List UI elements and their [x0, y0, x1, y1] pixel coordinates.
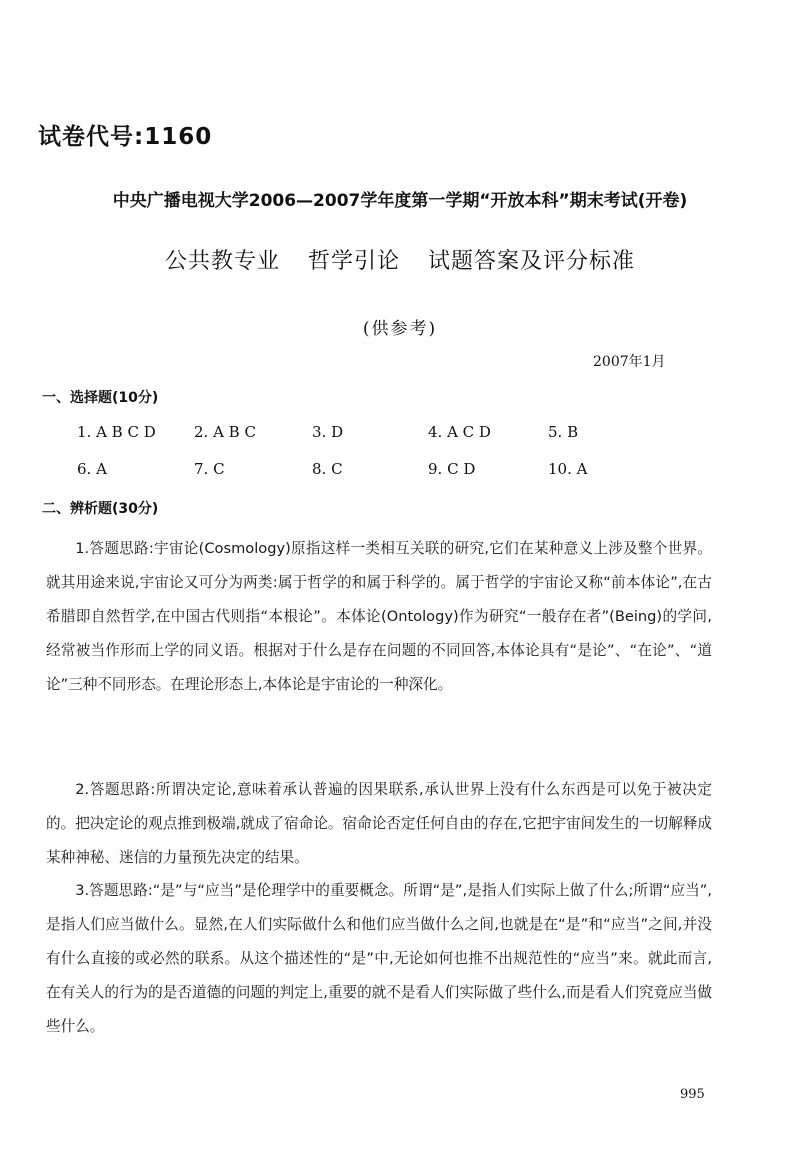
answer-paragraph-1: 1.答题思路:宇宙论(Cosmology)原指这样一类相互关联的研究,它们在某种意义上涉及整个世界。就其用途来说,宇宙论又可分为两类:属于哲学的和属于科学的。属于哲学的宇宙论又称“前本体论”,在古希腊即自然哲学,在中国古代则指“本根论”。本体论(Ontology)作为研究“一般存在者”(Being)的学问,经常被当作形而上学的同义语。根据对于什么是存在问题的不同回答,本体论具有“是论”、“在论”、“道论”三种不同形态。在理论形态上,本体论是宇宙论的一种深化。	[46, 540, 712, 693]
document-subtitle	[0, 244, 800, 275]
answer-item: 6. A	[77, 460, 107, 478]
answer-item: 8. C	[312, 460, 343, 478]
exam-date: 2007年1月	[593, 354, 666, 370]
reference-note: (供参考)	[362, 319, 438, 339]
answer-item: 10. A	[548, 460, 588, 478]
answer-item: 3. D	[312, 423, 344, 441]
section1-heading: 一、选择题(10分)	[42, 390, 159, 406]
answer-item: 7. C	[194, 460, 225, 478]
answer-paragraph-3: 3.答题思路:“是”与“应当”是伦理学中的重要概念。所谓“是”,是指人们实际上做了什么;所谓“应当”,是指人们应当做什么。显然,在人们实际做什么和他们应当做什么之间,也就是在“是”和“应当”之间,并没有什么直接的或必然的联系。从这个描述性的“是”中,无论如何也推不出规范性的“应当”来。就此而言,在有关人的行为的是否道德的问题的判定上,重要的就不是看人们实际做了些什么,而是看人们究竟应当做些什么。	[46, 882, 713, 1035]
answer-item: 5. B	[548, 423, 579, 441]
answer-paragraph-2: 2.答题思路:所谓决定论,意味着承认普遍的因果联系,承认世界上没有什么东西是可以免于被决定的。把决定论的观点推到极端,就成了宿命论。宿命论否定任何自由的存在,它把宇宙间发生的一切解释成某种神秘、迷信的力量预先决定的结果。	[46, 781, 713, 866]
answer-item: 2. A B C	[194, 423, 256, 441]
document-type: 试题答案及评分标准	[428, 249, 636, 274]
exam-title: 中央广播电视大学2006—2007学年度第一学期“开放本科”期末考试(开卷)	[112, 191, 688, 211]
page-number: 995	[680, 1087, 705, 1102]
paper-code: 试卷代号:1160	[38, 124, 213, 150]
course-name: 哲学引论	[307, 249, 400, 274]
answer-item: 9. C D	[428, 460, 476, 478]
answer-item: 1. A B C D	[77, 423, 156, 441]
major-name: 公共教专业	[164, 249, 280, 274]
answer-item: 4. A C D	[428, 423, 491, 441]
section2-heading: 二、辨析题(30分)	[42, 501, 159, 517]
